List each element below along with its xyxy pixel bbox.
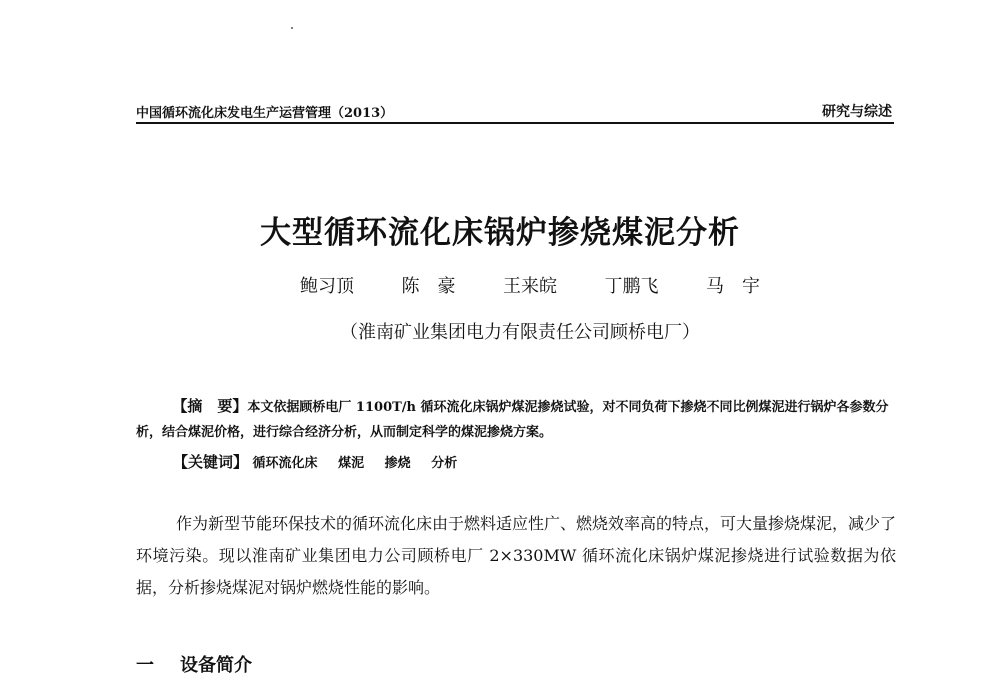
- abstract-label: 【摘 要】: [172, 397, 248, 415]
- abstract-paragraph: [136, 394, 896, 445]
- paper-title: 大型循环流化床锅炉掺烧煤泥分析: [260, 214, 740, 251]
- keywords-label: 【关键词】: [173, 453, 249, 471]
- author: 马 宇: [706, 276, 760, 297]
- abstract: [136, 394, 896, 445]
- author: 丁鹏飞: [604, 276, 659, 297]
- running-header: [136, 100, 894, 122]
- keyword: 循环流化床: [252, 456, 318, 471]
- abstract-text: 本文依据顾桥电厂 1100T/h 循环流化床锅炉煤泥掺烧试验，对不同负荷下掺烧不同比例煤泥进行锅炉各参数分析，结合煤泥价格，进行综合经济分析，从而制定科学的煤泥掺烧方案。: [136, 400, 889, 440]
- author: 陈 豪: [401, 276, 456, 297]
- keyword: 掺烧: [384, 456, 411, 471]
- keyword: 分析: [431, 456, 458, 471]
- section-heading: [136, 651, 252, 677]
- author-list: [300, 272, 760, 298]
- scan-speck: [291, 27, 293, 29]
- section-title: 设备简介: [180, 654, 252, 676]
- section-category: 研究与综述: [822, 104, 892, 120]
- keywords: [173, 451, 473, 472]
- intro-body: [136, 508, 896, 604]
- section-number: 一: [136, 654, 154, 676]
- keyword: 煤泥: [338, 456, 365, 471]
- body-paragraph: 作为新型节能环保技术的循环流化床由于燃料适应性广、燃烧效率高的特点，可大量掺烧煤泥，减少了环境污染。现以淮南矿业集团电力公司顾桥电厂 2×330MW 循环流化床锅炉煤泥掺烧进行试验数据为依据，分析掺烧煤泥对锅炉燃烧性能的影响。: [136, 514, 897, 597]
- header-rule: [136, 122, 894, 124]
- author-affiliation: （淮南矿业集团电力有限责任公司顾桥电厂）: [340, 322, 700, 343]
- author: 鲍习顶: [300, 276, 354, 297]
- author: 王来皖: [503, 276, 557, 297]
- journal-name: 中国循环流化床发电生产运营管理（2013）: [136, 106, 394, 121]
